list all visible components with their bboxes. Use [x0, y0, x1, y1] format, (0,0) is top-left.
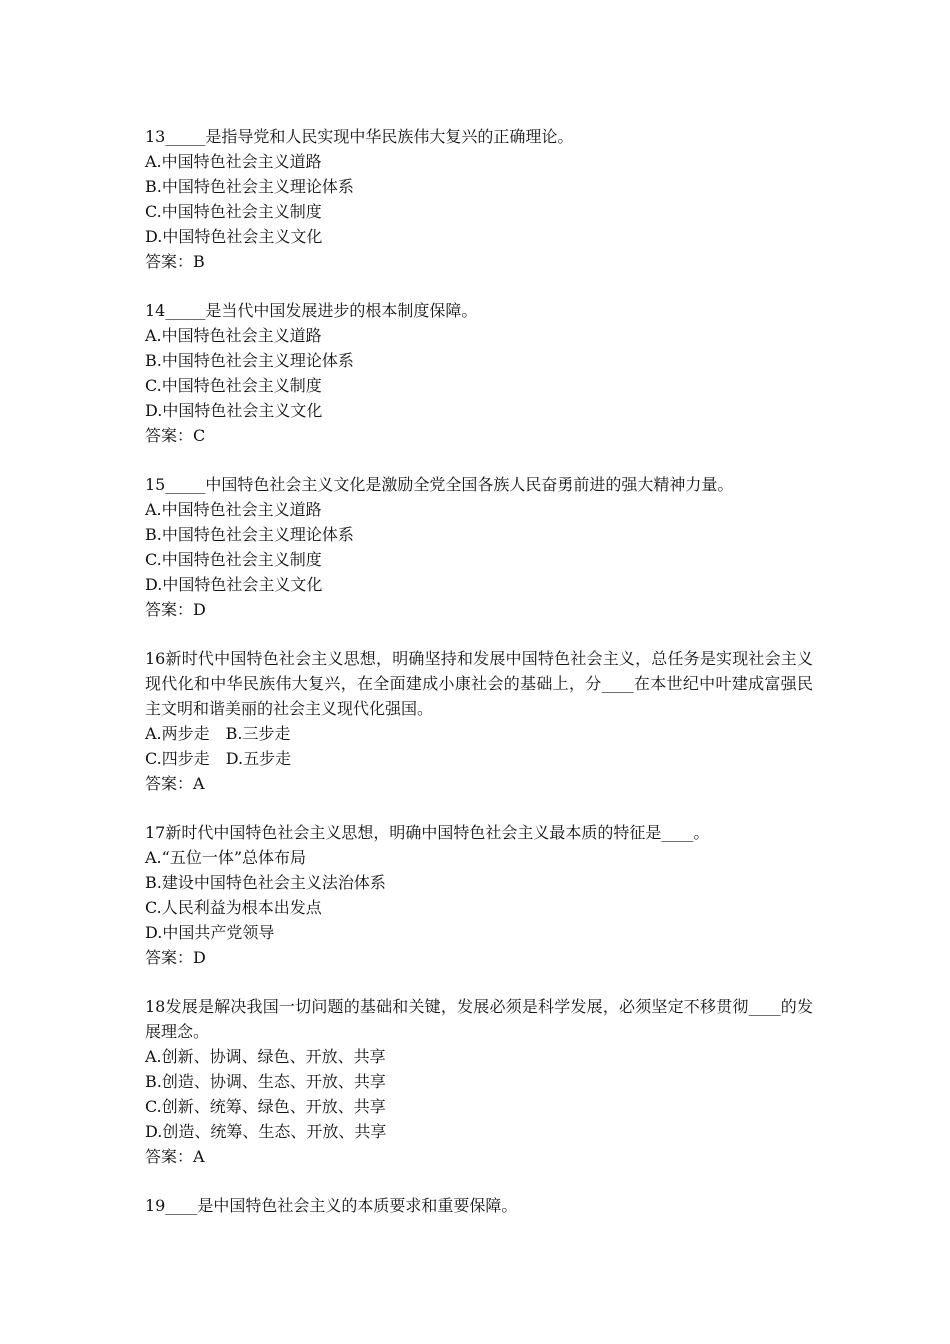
- option-c: C.中国特色社会主义制度: [145, 202, 322, 221]
- question-17: [145, 820, 813, 970]
- answer: 答案：D: [145, 600, 206, 619]
- option-a: A.创新、协调、绿色、开放、共享: [145, 1047, 386, 1066]
- option-b: B.创造、协调、生态、开放、共享: [145, 1072, 386, 1091]
- question-stem: 14_____是当代中国发展进步的根本制度保障。: [145, 301, 478, 320]
- answer: 答案：A: [145, 774, 205, 793]
- question-stem: 13_____是指导党和人民实现中华民族伟大复兴的正确理论。: [145, 127, 574, 146]
- document-content: [145, 124, 813, 1242]
- option-c: C.创新、统筹、绿色、开放、共享: [145, 1097, 386, 1116]
- options-row-ab: A.两步走 B.三步走: [145, 724, 291, 743]
- question-stem: 17新时代中国特色社会主义思想，明确中国特色社会主义最本质的特征是____。: [145, 823, 710, 842]
- answer: 答案：C: [145, 426, 206, 445]
- question-stem: 15_____中国特色社会主义文化是激励全党全国各族人民奋勇前进的强大精神力量。: [145, 475, 734, 494]
- option-d: D.中国共产党领导: [145, 923, 275, 942]
- question-stem: 18发展是解决我国一切问题的基础和关键，发展必须是科学发展，必须坚定不移贯彻____的发展理念。: [145, 997, 813, 1041]
- question-15: [145, 472, 813, 622]
- option-c: C.中国特色社会主义制度: [145, 550, 322, 569]
- question-14: [145, 298, 813, 448]
- option-c: C.中国特色社会主义制度: [145, 376, 322, 395]
- option-a: A.中国特色社会主义道路: [145, 500, 322, 519]
- answer: 答案：B: [145, 252, 205, 271]
- option-d: D.中国特色社会主义文化: [145, 401, 323, 420]
- option-a: A.“五位一体”总体布局: [145, 848, 307, 867]
- option-d: D.中国特色社会主义文化: [145, 575, 323, 594]
- question-18: [145, 994, 813, 1169]
- options-row-cd: C.四步走 D.五步走: [145, 749, 292, 768]
- option-b: B.中国特色社会主义理论体系: [145, 351, 354, 370]
- question-stem: 16新时代中国特色社会主义思想，明确坚持和发展中国特色社会主义，总任务是实现社会主义现代化和中华民族伟大复兴，在全面建成小康社会的基础上，分____在本世纪中叶建成富强民主文明和谐美丽的社会主义现代化强国。: [145, 649, 813, 718]
- question-stem: 19____是中国特色社会主义的本质要求和重要保障。: [145, 1196, 518, 1215]
- option-a: A.中国特色社会主义道路: [145, 326, 322, 345]
- option-b: B.中国特色社会主义理论体系: [145, 525, 354, 544]
- option-d: D.创造、统筹、生态、开放、共享: [145, 1122, 387, 1141]
- question-13: [145, 124, 813, 274]
- answer: 答案：D: [145, 948, 206, 967]
- option-c: C.人民利益为根本出发点: [145, 898, 322, 917]
- option-b: B.建设中国特色社会主义法治体系: [145, 873, 386, 892]
- option-a: A.中国特色社会主义道路: [145, 152, 322, 171]
- question-19: [145, 1193, 813, 1218]
- question-16: [145, 646, 813, 796]
- option-b: B.中国特色社会主义理论体系: [145, 177, 354, 196]
- option-d: D.中国特色社会主义文化: [145, 227, 323, 246]
- answer: 答案：A: [145, 1147, 205, 1166]
